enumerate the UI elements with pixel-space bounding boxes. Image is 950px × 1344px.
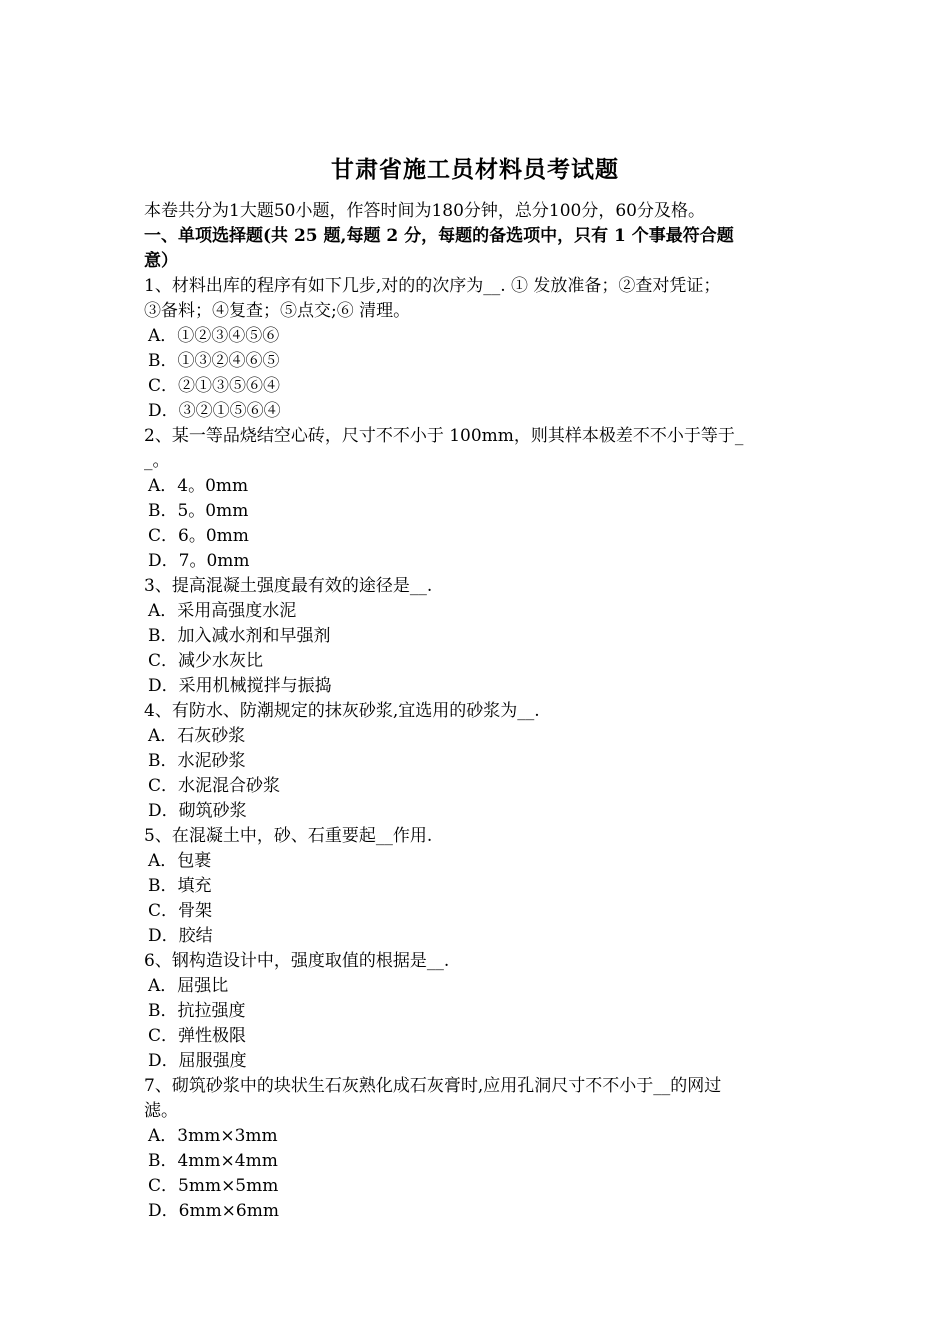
question-5 [144, 824, 812, 949]
option-a: A．①②③④⑤⑥ [148, 326, 280, 346]
question-stem: ③备料；④复查；⑤点交;⑥ 清理。 [144, 301, 411, 321]
question-stem: 6、钢构造设计中，强度取值的根据是__. [144, 951, 450, 971]
document-title: 甘肃省施工员材料员考试题 [331, 156, 619, 183]
option-a: A．包裹 [148, 851, 212, 871]
question-stem: 7、砌筑砂浆中的块状生石灰熟化成石灰膏时,应用孔洞尺寸不不小于__的网过 [144, 1076, 722, 1096]
option-d: D．③②①⑤⑥④ [148, 401, 281, 421]
option-d: D．胶结 [148, 926, 213, 946]
question-2 [144, 424, 812, 574]
question-4 [144, 699, 812, 824]
option-d: D．砌筑砂浆 [148, 801, 247, 821]
section-heading-line1: 一、单项选择题(共 25 题,每题 2 分，每题的备选项中，只有 1 个事最符合题 [144, 226, 734, 246]
option-c: C．减少水灰比 [148, 651, 264, 671]
option-d: D．采用机械搅拌与振捣 [148, 676, 332, 696]
option-c: C．水泥混合砂浆 [148, 776, 281, 796]
option-c: C．②①③⑤⑥④ [148, 376, 281, 396]
option-d: D．7。0mm [148, 551, 250, 571]
question-stem: 3、提高混凝土强度最有效的途径是__. [144, 576, 433, 596]
exam-intro: 本卷共分为1大题50小题，作答时间为180分钟，总分100分，60分及格。 [144, 201, 705, 221]
question-1 [144, 274, 812, 424]
option-b: B．抗拉强度 [148, 1001, 246, 1021]
option-b: B．5。0mm [148, 501, 249, 521]
option-c: C．弹性极限 [148, 1026, 247, 1046]
question-stem: 1、材料出库的程序有如下几步,对的的次序为__. ① 发放准备；②查对凭证； [144, 276, 721, 296]
question-stem: 5、在混凝土中，砂、石重要起__作用. [144, 826, 433, 846]
question-stem: 滤。 [144, 1101, 178, 1121]
option-a: A．4。0mm [148, 476, 249, 496]
question-stem: 2、某一等品烧结空心砖，尺寸不不小于 100mm，则其样本极差不不小于等于_ [144, 426, 744, 446]
option-a: A．3mm×3mm [148, 1126, 278, 1146]
option-b: B．水泥砂浆 [148, 751, 246, 771]
question-stem: 4、有防水、防潮规定的抹灰砂浆,宜选用的砂浆为__. [144, 701, 540, 721]
document-body [144, 199, 812, 1224]
option-d: D．屈服强度 [148, 1051, 247, 1071]
option-a: A．采用高强度水泥 [148, 601, 297, 621]
question-3 [144, 574, 812, 699]
option-a: A．石灰砂浆 [148, 726, 246, 746]
option-b: B．①③②④⑥⑤ [148, 351, 280, 371]
option-a: A．屈强比 [148, 976, 229, 996]
option-c: C．6。0mm [148, 526, 249, 546]
option-c: C．5mm×5mm [148, 1176, 279, 1196]
option-b: B．4mm×4mm [148, 1151, 278, 1171]
question-stem: _。 [144, 451, 170, 471]
option-c: C．骨架 [148, 901, 213, 921]
option-b: B．填充 [148, 876, 212, 896]
option-b: B．加入减水剂和早强剂 [148, 626, 331, 646]
option-d: D．6mm×6mm [148, 1201, 279, 1221]
section-heading-line2: 意） [144, 251, 178, 271]
question-6 [144, 949, 812, 1074]
question-7 [144, 1074, 812, 1224]
